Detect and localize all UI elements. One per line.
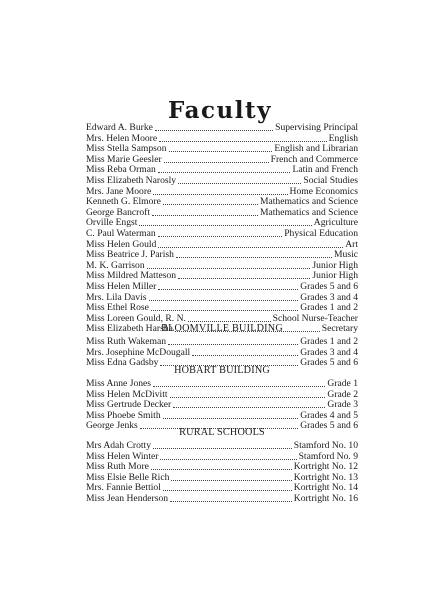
staff-name: Miss Beatrice J. Parish [86,250,174,261]
dot-leader [163,197,258,205]
dot-leader [147,261,311,269]
staff-role: School Nurse-Teacher [272,313,358,324]
staff-name: Mrs. Helen Moore [86,133,158,144]
staff-role: Latin and French [292,165,358,176]
staff-role: Grades 3 and 4 [300,347,358,358]
staff-role: Art [345,239,358,250]
staff-row [86,473,358,484]
staff-role: English [328,133,358,144]
dot-leader [151,303,298,311]
staff-row [86,348,358,359]
dot-leader [159,134,327,142]
dot-leader [158,165,291,173]
staff-role: Supervising Principal [275,123,358,133]
staff-role: French and Commerce [270,154,358,165]
staff-name: Miss Marie Geesler [86,154,162,165]
staff-name: Miss Elizabeth Harsha [86,324,173,335]
section-heading-bloomville: BLOOMVILLE BUILDING [161,323,283,334]
staff-row [86,337,358,348]
staff-name: Mrs Adah Crotty [86,441,152,451]
staff-row [86,390,358,401]
dot-leader [153,187,287,195]
dot-leader [149,293,299,301]
dot-leader [170,494,292,502]
staff-name: Miss Gertrude Decker [86,400,172,411]
dot-leader [192,348,298,356]
staff-role: Grade 3 [327,400,358,411]
staff-role: Kortright No. 14 [293,483,358,494]
dot-leader [160,452,296,460]
staff-role: Grades 1 and 2 [300,303,358,314]
staff-name: Miss Helen Miller [86,281,157,292]
staff-row [86,483,358,494]
staff-name: Mrs. Lila Davis [86,292,147,303]
staff-name: Miss Ruth More [86,462,149,473]
dot-leader [158,282,298,290]
staff-role: Mathematics and Science [259,207,358,218]
section-heading-hobart: HOBART BUILDING [174,365,270,376]
staff-row [86,176,358,187]
dot-leader [158,240,343,248]
staff-name: Miss Anne Jones [86,379,152,389]
staff-row [86,240,358,251]
staff-role: Mathematics and Science [259,197,358,208]
staff-role: Stamford No. 9 [298,451,358,462]
staff-role: Grades 4 and 5 [300,410,358,421]
staff-row [86,400,358,411]
staff-role: Junior High [312,271,358,282]
staff-row [86,197,358,208]
dot-leader [168,337,298,345]
dot-leader [173,400,325,408]
dot-leader [152,208,258,216]
staff-row [86,250,358,261]
staff-role: English and Librarian [274,144,358,155]
staff-row [86,293,358,304]
staff-name: George Jenks [86,421,138,432]
staff-name: Miss Ethel Rose [86,303,149,314]
staff-row [86,218,358,229]
staff-row [86,271,358,282]
staff-row [86,379,358,390]
dot-leader [153,379,325,387]
staff-name: Miss Mildred Matteson [86,271,177,282]
hobart-staff-list [86,379,358,432]
rural-staff-list [86,441,358,505]
dot-leader [153,441,292,449]
dot-leader [139,218,311,226]
staff-row [86,452,358,463]
staff-role: Grade 2 [327,389,358,400]
staff-role: Grades 5 and 6 [300,281,358,292]
staff-name: Miss Helen Winter [86,451,159,462]
staff-role: Secretary [321,324,358,335]
staff-row [86,134,358,145]
staff-role: Physical Education [284,228,358,239]
dot-leader [170,390,326,398]
staff-name: Edward A. Burke [86,123,153,133]
staff-role: Kortright No. 12 [293,462,358,473]
staff-role: Grades 5 and 6 [300,421,358,432]
staff-row [86,165,358,176]
staff-role: Kortright No. 13 [293,472,358,483]
staff-role: Grades 3 and 4 [300,292,358,303]
staff-role: Social Studies [303,175,358,186]
staff-role: Grade 1 [327,379,358,389]
staff-row [86,123,358,134]
section-heading-rural: RURAL SCHOOLS [179,427,265,438]
staff-name: Kenneth G. Elmore [86,197,161,208]
staff-row [86,187,358,198]
dot-leader [164,155,269,163]
staff-name: Miss Ruth Wakeman [86,337,167,347]
staff-role: Stamford No. 10 [293,441,358,451]
bloomville-staff-list [86,337,358,369]
staff-name: Miss Elizabeth Narosly [86,175,177,186]
dot-leader [178,176,301,184]
staff-row [86,229,358,240]
page-title: Faculty [168,97,272,124]
staff-row [86,494,358,505]
staff-name: George Bancroft [86,207,151,218]
faculty-list [86,123,358,335]
staff-name: Miss Elsie Belle Rich [86,472,170,483]
staff-row [86,411,358,422]
dot-leader [158,229,283,237]
staff-name: Miss Phoebe Smith [86,410,161,421]
staff-row [86,144,358,155]
staff-role: Grades 1 and 2 [300,337,358,347]
staff-role: Kortright No. 16 [293,493,358,504]
staff-name: C. Paul Waterman [86,228,156,239]
staff-name: Miss Reba Orman [86,165,156,176]
staff-role: Agriculture [313,218,358,229]
staff-name: M. K. Garrison [86,260,145,271]
staff-role: Junior High [312,260,358,271]
staff-name: Miss Loreen Gould, R. N. [86,313,186,324]
staff-name: Mrs. Fannie Bettiol [86,483,161,494]
staff-name: Miss Edna Gadsby [86,358,159,369]
staff-row [86,441,358,452]
staff-row [86,282,358,293]
dot-leader [188,314,271,322]
staff-name: Miss Helen Gould [86,239,157,250]
staff-role: Home Economics [289,186,358,197]
staff-role: Music [334,250,358,261]
dot-leader [151,462,292,470]
dot-leader [163,411,299,419]
dot-leader [171,473,291,481]
staff-row [86,462,358,473]
staff-name: Mrs. Josephine McDougall [86,347,191,358]
staff-name: Orville Engst [86,218,138,229]
staff-row [86,303,358,314]
staff-name: Miss Jean Henderson [86,493,169,504]
staff-name: Mrs. Jane Moore [86,186,152,197]
dot-leader [155,123,273,131]
staff-row [86,208,358,219]
staff-role: Grades 5 and 6 [300,358,358,369]
staff-name: Miss Helen McDivitt [86,389,168,400]
staff-row [86,261,358,272]
dot-leader [163,483,292,491]
staff-name: Miss Stella Sampson [86,144,167,155]
dot-leader [176,250,332,258]
dot-leader [178,271,310,279]
dot-leader [169,144,273,152]
staff-row [86,155,358,166]
